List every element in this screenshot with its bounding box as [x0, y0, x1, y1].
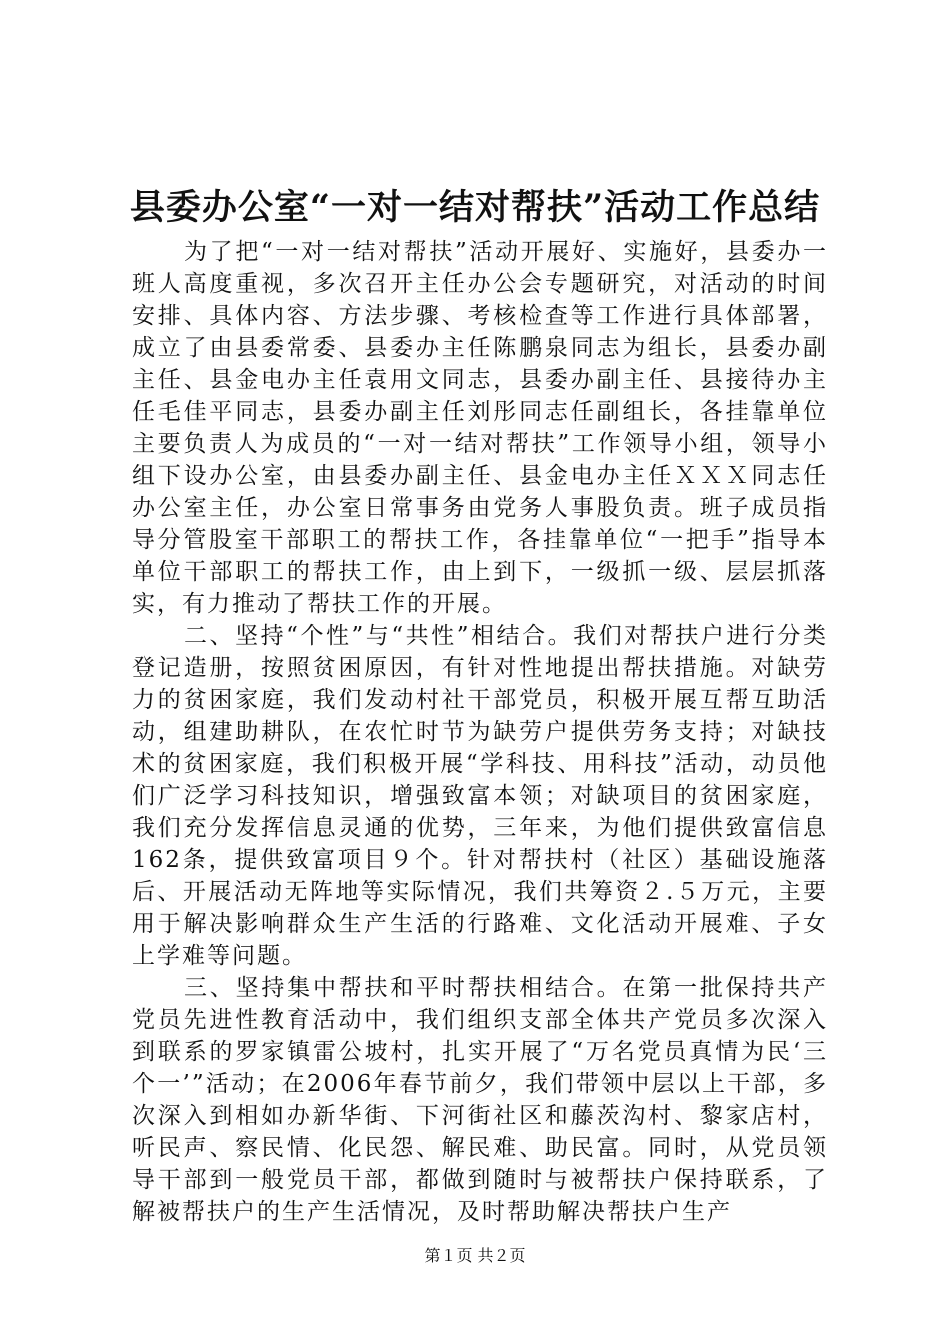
page-number-footer: 第１页 共２页 [424, 1246, 526, 1265]
paragraph-leadership: 为了把“一对一结对帮扶”活动开展好、实施好，县委办一班人高度重视，多次召开主任办公会专题研究，对活动的时间安排、具体内容、方法步骤、考核检查等工作进行具体部署，成立了由县委常委、县委办主任陈鹏泉同志为组长，县委办副主任、县金电办主任袁用文同志，县委办副主任、县接待办主任毛佳平同志，县委办副主任刘彤同志任副组长，各挂靠单位主要负责人为成员的“一对一结对帮扶”工作领导小组，领导小组下设办公室，由县委办副主任、县金电办主任ＸＸＸ同志任办公室主任，办公室日常事务由党务人事股负责。班子成员指导分管股室干部职工的帮扶工作，各挂靠单位“一把手”指导本单位干部职工的帮扶工作，由上到下，一级抓一级、层层抓落实，有力推动了帮扶工作的开展。 [132, 239, 828, 617]
paragraph-individuality-commonality: 二、坚持“个性”与“共性”相结合。我们对帮扶户进行分类登记造册，按照贫困原因，有针对性地提出帮扶措施。对缺劳力的贫困家庭，我们发动村社干部党员，积极开展互帮互助活动，组建助耕队，在农忙时节为缺劳户提供劳务支持；对缺技术的贫困家庭，我们积极开展“学科技、用科技”活动，动员他们广泛学习科技知识，增强致富本领；对缺项目的贫困家庭，我们充分发挥信息灵通的优势，三年来，为他们提供致富信息162条，提供致富项目９个。针对帮扶村（社区）基础设施落后、开展活动无阵地等实际情况，我们共筹资２.５万元，主要用于解决影响群众生产生活的行路难、文化活动开展难、子女上学难等问题。 [132, 623, 828, 969]
document-title: 县委办公室“一对一结对帮扶”活动工作总结 [129, 187, 821, 228]
paragraph-concentrated-regular-help: 三、坚持集中帮扶和平时帮扶相结合。在第一批保持共产党员先进性教育活动中，我们组织支部全体共产党员多次深入到联系的罗家镇雷公坡村，扎实开展了“万名党员真情为民‘三个一’”活动；在2006年春节前夕，我们带领中层以上干部，多次深入到相如办新华街、下河街社区和藤茨沟村、黎家店村，听民声、察民情、化民怨、解民难、助民富。同时，从党员领导干部到一般党员干部，都做到随时与被帮扶户保持联系，了解被帮扶户的生产生活情况，及时帮助解决帮扶户生产 [132, 975, 828, 1225]
document-body [132, 236, 828, 1228]
